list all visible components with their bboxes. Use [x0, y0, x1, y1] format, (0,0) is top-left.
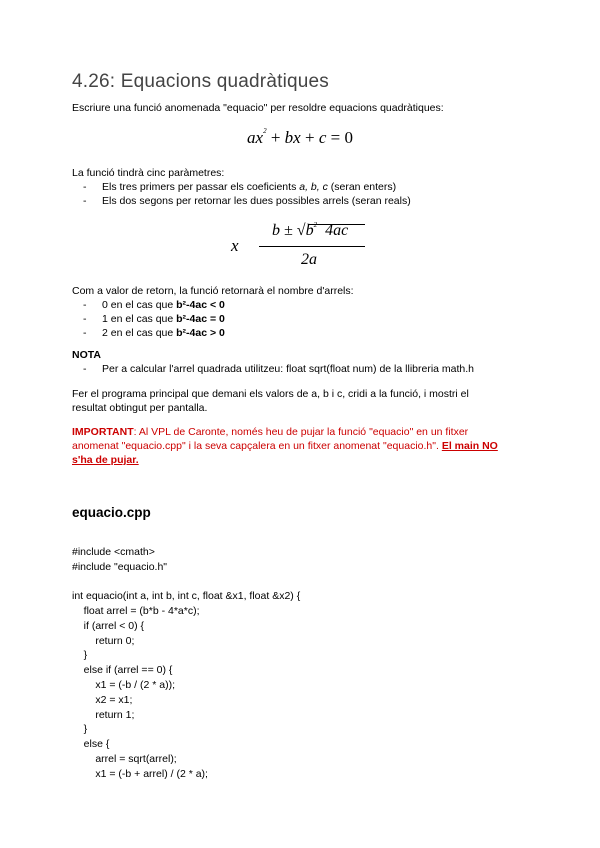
- params-intro: La funció tindrà cinc paràmetres:: [72, 167, 225, 179]
- eq-term-c: c: [318, 128, 327, 147]
- eq-term-a: ax: [247, 128, 264, 147]
- formula-num-exp: 2: [313, 221, 318, 229]
- important-text-2: anomenat "equacio.cpp" i la seva capçalera en un fitxer anomenat "equacio.h".: [72, 440, 442, 452]
- eq-plus-1: +: [270, 128, 281, 147]
- param-item-1: [83, 180, 396, 194]
- code-line: }: [72, 723, 88, 736]
- fraction-bar: [259, 246, 365, 247]
- intro-text: Escriure una funció anomenada "equacio" per resoldre equacions quadràtiques:: [72, 102, 444, 114]
- eq-zero: 0: [344, 128, 353, 147]
- page-title: 4.26: Equacions quadràtiques: [72, 71, 330, 92]
- code-block: [72, 530, 300, 796]
- bullet-dash: -: [83, 195, 87, 207]
- important-line-1: [72, 425, 468, 439]
- important-label: IMPORTANT: [72, 426, 134, 438]
- return-text: 2 en el cas que: [102, 327, 177, 339]
- important-line-3: [72, 453, 139, 467]
- return-text: 0 en el cas que: [102, 299, 177, 311]
- formula-num-tail: 4ac: [325, 222, 349, 239]
- formula-lhs: x: [231, 236, 239, 255]
- return-cond: b²-4ac > 0: [176, 327, 225, 339]
- return-cond: b²-4ac = 0: [176, 313, 225, 325]
- param-item-2: [83, 194, 411, 208]
- bullet-dash: -: [83, 181, 87, 193]
- sqrt-overline: [309, 224, 365, 225]
- formula-denominator: 2a: [301, 251, 317, 268]
- return-item-1: [83, 312, 225, 326]
- code-line: #include <cmath>: [72, 545, 155, 558]
- bullet-dash: -: [83, 363, 87, 375]
- param-text: Els dos segons per retornar les dues possibles arrels (seran reals): [102, 195, 411, 207]
- main-desc-line-2: resultat obtingut per pantalla.: [72, 402, 208, 414]
- code-line: }: [72, 649, 88, 662]
- code-line: arrel = sqrt(arrel);: [72, 752, 177, 765]
- code-line: else {: [72, 738, 110, 751]
- return-text: 1 en el cas que: [102, 313, 177, 325]
- param-text-pre: Els tres primers per passar els coeficients: [102, 181, 300, 193]
- code-line: return 1;: [72, 708, 135, 721]
- return-cond: b²-4ac < 0: [176, 299, 225, 311]
- important-text-1: : Al VPL de Caronte, només heu de pujar la funció "equacio" en un fitxer: [133, 426, 469, 438]
- return-item-0: [83, 298, 225, 312]
- param-text-post: (seran enters): [327, 181, 397, 193]
- nota-text: Per a calcular l'arrel quadrada utilitzeu: float sqrt(float num) de la llibreria math.h: [102, 363, 475, 375]
- important-emph-1: El main NO: [441, 440, 498, 452]
- code-line: x1 = (-b / (2 * a));: [72, 678, 175, 691]
- code-line: #include "equacio.h": [72, 560, 168, 573]
- bullet-dash: -: [83, 313, 87, 325]
- nota-heading: NOTA: [72, 349, 101, 361]
- quadratic-equation: [0, 128, 600, 148]
- eq-equals: =: [330, 128, 341, 147]
- code-line: x2 = x1;: [72, 693, 133, 706]
- code-line: if (arrel < 0) {: [72, 619, 145, 632]
- code-line: int equacio(int a, int b, int c, float &x1, float &x2) {: [72, 590, 301, 603]
- eq-exponent: 2: [263, 127, 267, 135]
- main-desc-line-1: Fer el programa principal que demani els valors de a, b i c, cridi a la funció, i mostri el: [72, 388, 469, 400]
- important-line-2: [72, 439, 498, 453]
- return-intro: Com a valor de retorn, la funció retornarà el nombre d'arrels:: [72, 285, 354, 297]
- code-line: else if (arrel == 0) {: [72, 664, 173, 677]
- eq-term-b: bx: [284, 128, 301, 147]
- return-item-2: [83, 326, 225, 340]
- param-vars: a, b, c: [299, 181, 328, 193]
- code-line: float arrel = (b*b - 4*a*c);: [72, 604, 200, 617]
- bullet-dash: -: [83, 327, 87, 339]
- nota-item: [83, 362, 474, 376]
- eq-plus-2: +: [304, 128, 315, 147]
- code-line: return 0;: [72, 634, 135, 647]
- formula-num-main: b ± √b: [272, 222, 314, 239]
- code-line: x1 = (-b + arrel) / (2 * a);: [72, 767, 208, 780]
- code-heading: equacio.cpp: [72, 505, 151, 520]
- important-emph-2: s'ha de pujar.: [72, 454, 139, 466]
- code-line: [72, 574, 300, 589]
- bullet-dash: -: [83, 299, 87, 311]
